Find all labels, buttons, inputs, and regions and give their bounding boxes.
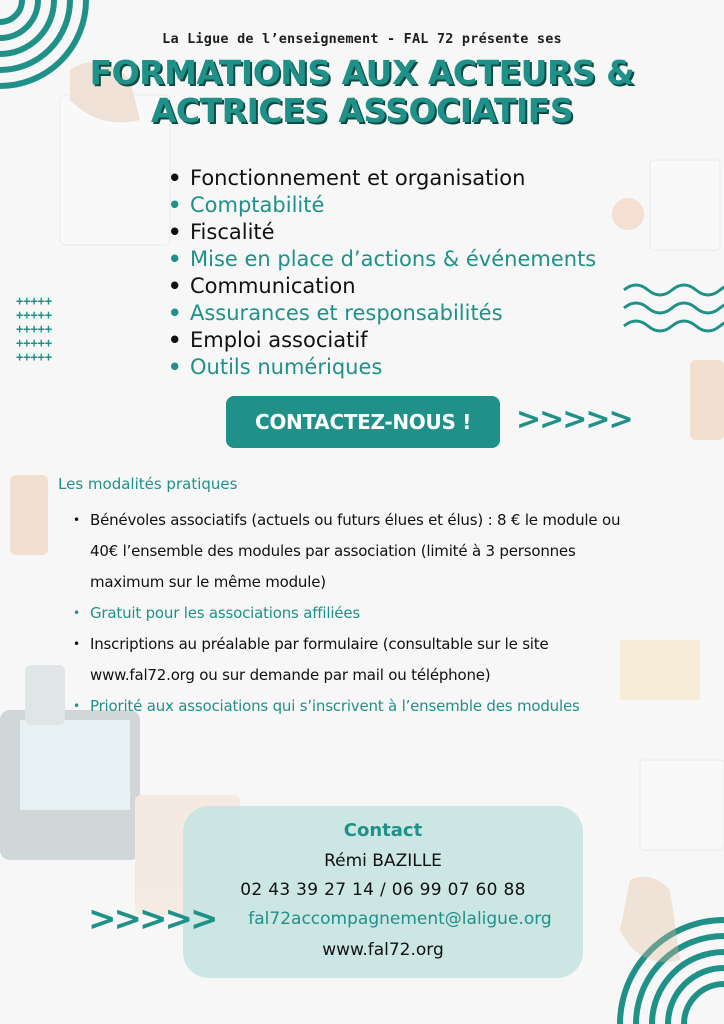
intro-text: La Ligue de l’enseignement - FAL 72 présente ses (162, 31, 562, 47)
contact-website-link[interactable]: www.fal72.org (322, 940, 444, 960)
chevrons-right-icon: >>>>> (516, 402, 632, 437)
title-line-2: ACTRICES ASSOCIATIFS (150, 91, 574, 130)
contact-heading: Contact (343, 820, 423, 841)
topic-item: • Assurances et responsabilités (168, 300, 596, 327)
title-line-1: FORMATIONS AUX ACTEURS & (89, 53, 635, 92)
contact-email-link[interactable]: fal72accompagnement@laligue.org (248, 909, 552, 929)
modalities-title: Les modalités pratiques (58, 475, 238, 493)
contact-name: Rémi BAZILLE (324, 851, 442, 871)
modality-item: • Inscriptions au préalable par formulaire (consultable sur le site www.fal72.org ou sur demande par mail ou téléphone) (73, 629, 703, 691)
modality-item: • Gratuit pour les associations affiliées (73, 598, 703, 629)
topic-item: • Mise en place d’actions & événements (168, 246, 596, 273)
contact-us-button[interactable]: CONTACTEZ-NOUS ! (226, 396, 500, 448)
topic-item: • Emploi associatif (168, 327, 596, 354)
plus-grid-decoration-icon: +++++ +++++ +++++ +++++ +++++ (16, 294, 53, 364)
topic-item: • Outils numériques (168, 354, 596, 381)
modality-item: • Bénévoles associatifs (actuels ou futurs élues et élus) : 8 € le module ou 40€ l’ensemble des modules par association (limité à 3 personnes maximum sur le même module) (73, 505, 703, 598)
topics-list (168, 165, 596, 381)
topic-item: • Fiscalité (168, 219, 596, 246)
topic-item: • Fonctionnement et organisation (168, 165, 596, 192)
topic-item: • Communication (168, 273, 596, 300)
modality-item: • Priorité aux associations qui s’inscrivent à l’ensemble des modules (73, 691, 703, 722)
contact-phones: 02 43 39 27 14 / 06 99 07 60 88 (240, 880, 526, 900)
page-title (0, 54, 724, 130)
topic-item: • Comptabilité (168, 192, 596, 219)
modalities-list (73, 505, 703, 722)
chevrons-right-icon: >>>>> (88, 899, 216, 939)
